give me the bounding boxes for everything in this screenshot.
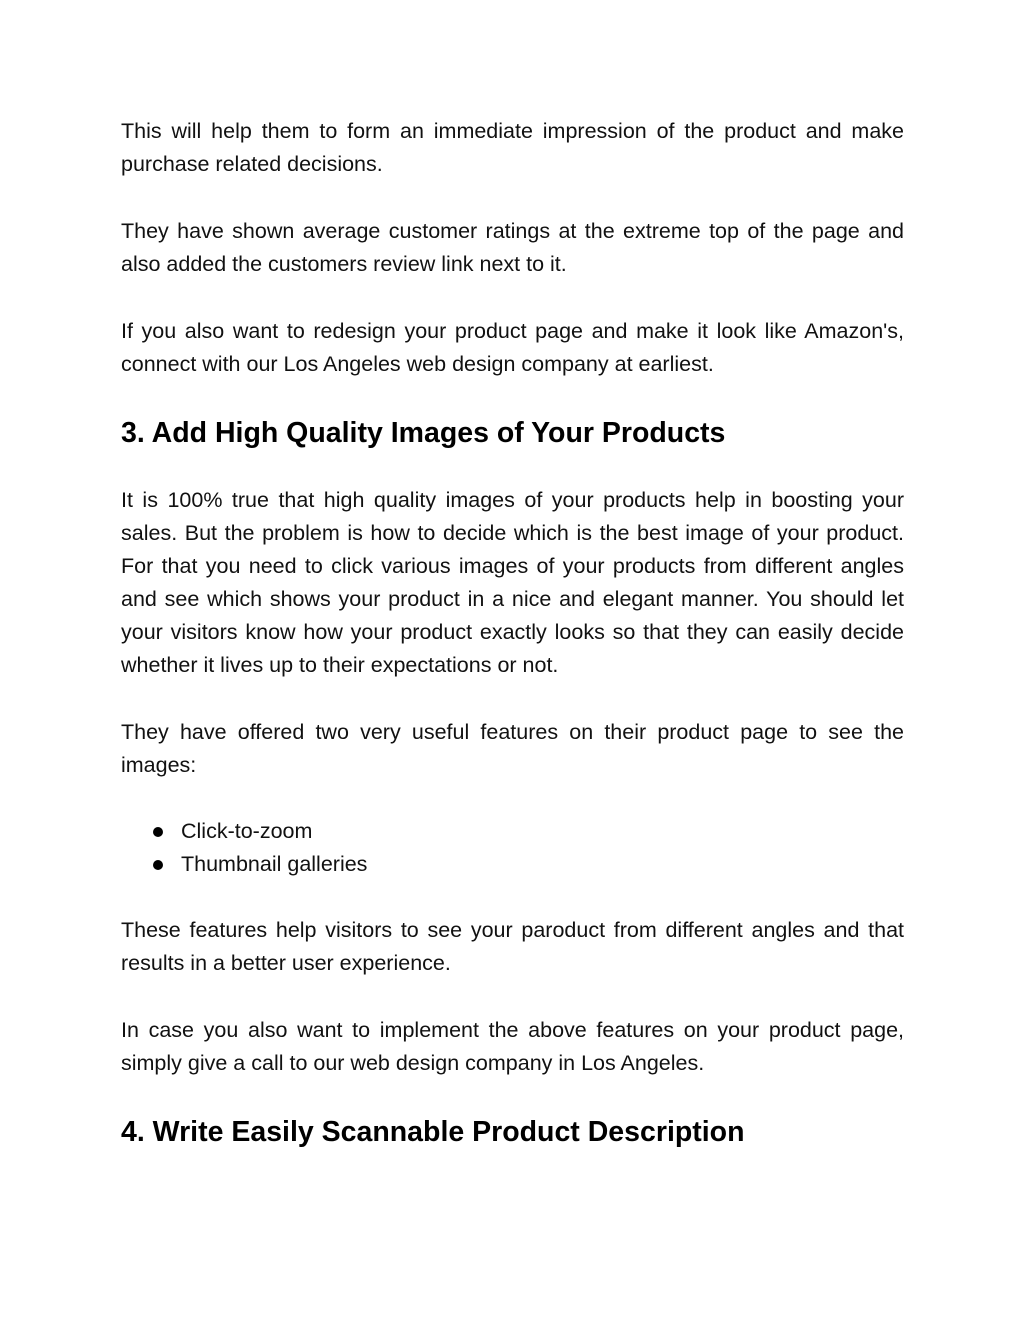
paragraph-features-benefit: These features help visitors to see your paroduct from different angles and that results in a better user experience.	[121, 918, 904, 975]
bullet-icon	[153, 860, 163, 870]
list-item	[121, 848, 904, 881]
section-3-heading: 3. Add High Quality Images of Your Products	[121, 417, 726, 449]
document-page	[121, 115, 904, 1183]
paragraph-call-to-action: In case you also want to implement the above features on your product page, simply give a call to our web design company in Los Angeles.	[121, 1018, 904, 1075]
paragraph-features-intro: They have offered two very useful features on their product page to see the images:	[121, 720, 904, 777]
section-4-heading: 4. Write Easily Scannable Product Description	[121, 1116, 745, 1148]
paragraph-ratings: They have shown average customer ratings at the extreme top of the page and also added the customers review link next to it.	[121, 219, 904, 276]
paragraph-impression: This will help them to form an immediate impression of the product and make purchase related decisions.	[121, 119, 904, 176]
list-item	[121, 815, 904, 848]
list-item-label: Click-to-zoom	[181, 819, 313, 843]
paragraph-redesign: If you also want to redesign your product page and make it look like Amazon's, connect with our Los Angeles web design company at earliest.	[121, 319, 904, 376]
features-list	[121, 815, 904, 881]
paragraph-high-quality-images: It is 100% true that high quality images of your products help in boosting your sales. But the problem is how to decide which is the best image of your product. For that you need to click various images of your products from different angles and see which shows your product in a nice and elegant manner. You should let your visitors know how your product exactly looks so that they can easily decide whether it lives up to their expectations or not.	[121, 488, 904, 677]
bullet-icon	[153, 827, 163, 837]
list-item-label: Thumbnail galleries	[181, 852, 368, 876]
